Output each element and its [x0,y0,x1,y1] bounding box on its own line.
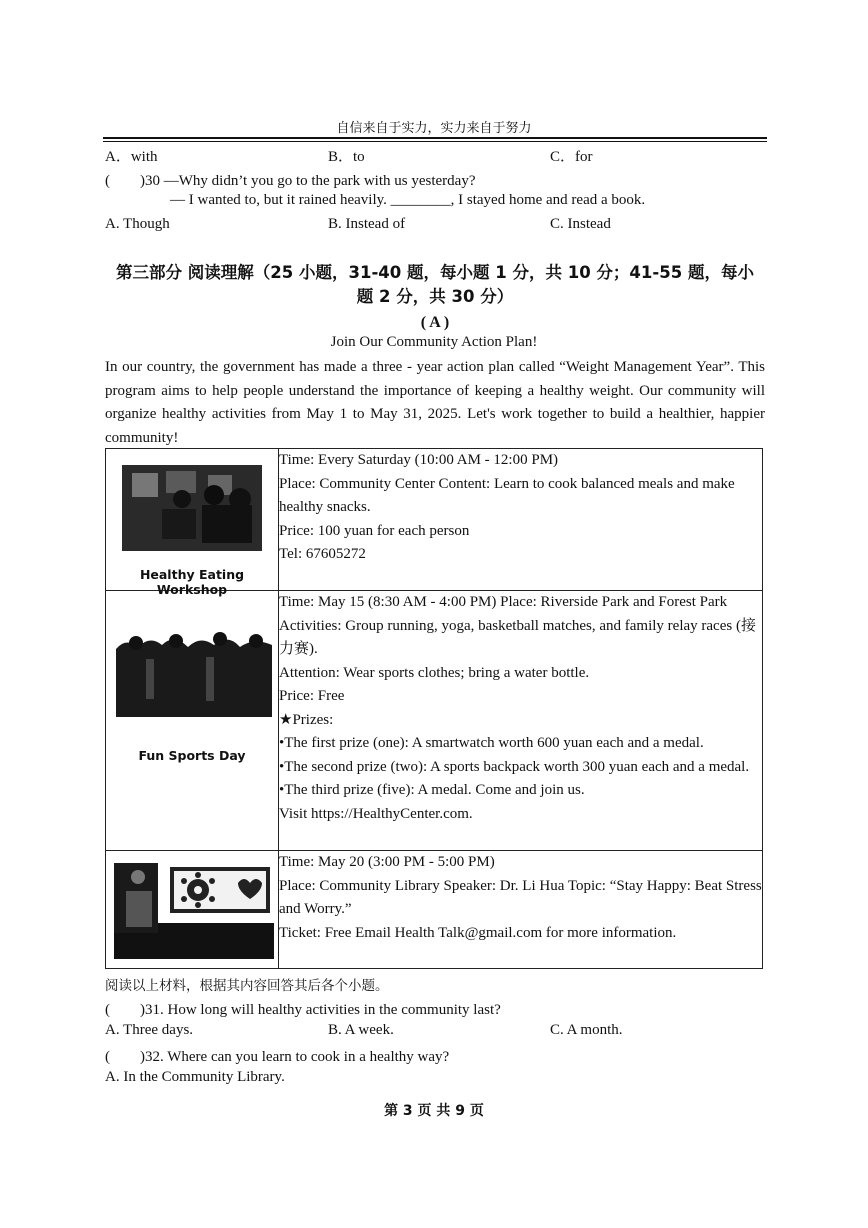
section-title-line1: 第三部分 阅读理解（25 小题，31-40 题，每小题 1 分，共 10 分；41-55 题，每小 [116,263,754,282]
passage-title: Join Our Community Action Plan! [330,334,538,350]
event-time-place-activities: Time: May 15 (8:30 AM - 4:00 PM) Place: Riverside Park and Forest Park Activities: Group running, yoga, basketball matches, and family relay races (接力赛). [279,594,756,657]
event-prizes-heading: ★Prizes: [279,711,334,728]
events-table [105,448,763,969]
q30-answer-line: — I wanted to, but it rained heavily. ________, I stayed home and read a book. [170,192,646,208]
page-number: 第 3 页 共 9 页 [384,1103,484,1119]
section-title [105,261,765,309]
event-website: Visit https://HealthyCenter.com. [279,805,473,822]
event-image-cell [106,851,279,969]
passage-intro: In our country, the government has made a three - year action plan called “Weight Management Year”. This program aims to help people understand the importance of keeping a healthy weight. Our community will organize healthy activities from May 1 to May 31, 2025. Let's work together to build a healthier, happier community! [105,359,765,446]
q30-option-c: C. Instead [550,216,611,232]
event-row-workshop [106,449,763,591]
event-caption: Fun Sports Day [138,748,246,763]
event-row-sports [106,591,763,851]
event-prize-first: •The first prize (one): A smartwatch worth 600 yuan each and a medal. [279,735,704,751]
event-row-talk [106,851,763,969]
event-ticket-email: Ticket: Free Email Health Talk@gmail.com for more information. [279,924,677,941]
event-prize-second: •The second prize (two): A sports backpack worth 300 yuan each and a medal. [279,758,750,775]
q31-option-a: A. Three days. [105,1022,194,1038]
header-rule-thick [103,137,767,139]
event-tel: Tel: 67605272 [279,546,366,562]
q29-option-b: B．to [328,149,365,165]
talk-photo [114,863,274,959]
event-price: Price: 100 yuan for each person [279,522,470,539]
q29-option-c: C．for [550,149,593,165]
q31-option-c: C. A month. [550,1022,623,1038]
q30-option-a: A. Though [105,216,170,232]
event-details [279,851,763,969]
event-place-speaker-topic: Place: Community Library Speaker: Dr. Li Hua Topic: “Stay Happy: Beat Stress and Worry.” [279,877,762,917]
passage-label: ( A ) [420,314,450,331]
section-title-line2: 题 2 分，共 30 分） [356,287,514,306]
event-details [279,591,763,851]
q30-stem: ( )30 —Why didn’t you go to the park with us yesterday? [105,173,476,189]
event-prize-third: •The third prize (five): A medal. Come and join us. [279,782,585,798]
event-caption: Healthy Eating Workshop [139,567,245,597]
event-image-cell [106,591,279,851]
header-motto: 自信来自于实力，实力来自于努力 [336,121,532,136]
q30-option-b: B. Instead of [328,216,406,232]
q32-stem: ( )32. Where can you learn to cook in a healthy way? [105,1049,450,1065]
q31-stem: ( )31. How long will healthy activities in the community last? [105,1002,501,1018]
event-time: Time: Every Saturday (10:00 AM - 12:00 PM) [279,452,559,468]
reading-instruction: 阅读以上材料，根据其内容回答其后各个小题。 [105,978,389,994]
q29-option-a: A．with [105,149,158,165]
q32-option-a: A. In the Community Library. [105,1069,285,1085]
q31-option-b: B. A week. [328,1022,394,1038]
event-price: Price: Free [279,688,345,704]
event-time: Time: May 20 (3:00 PM - 5:00 PM) [279,854,495,870]
header-rule-thin [103,141,767,142]
workshop-photo [122,465,262,551]
event-place: Place: Community Center Content: Learn to cook balanced meals and make healthy snacks. [279,475,735,515]
event-image-cell [106,449,279,597]
sports-photo [116,629,272,717]
event-details [279,449,763,591]
event-attention: Attention: Wear sports clothes; bring a water bottle. [279,664,590,681]
